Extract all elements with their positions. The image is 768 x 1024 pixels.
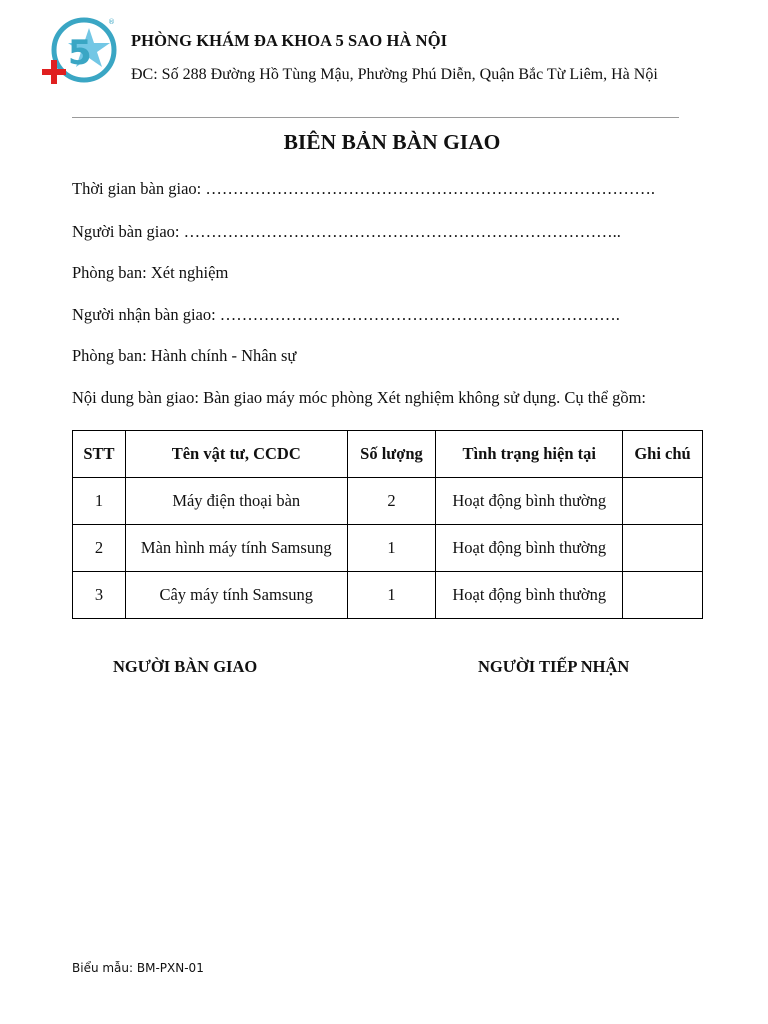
cell-item-name: Máy điện thoại bàn (125, 478, 347, 525)
svg-text:®: ® (108, 18, 115, 26)
field-receiver: Người nhận bàn giao: ………………………………………………………………. (72, 305, 620, 324)
table-row (73, 525, 703, 572)
cell-item-name: Cây máy tính Samsung (125, 572, 347, 619)
header-stt: STT (73, 431, 126, 478)
field-handover-person: Người bàn giao: …………………………………………………………………….. (72, 222, 621, 241)
cell-quantity: 2 (347, 478, 436, 525)
form-code: Biểu mẫu: BM-PXN-01 (72, 961, 204, 975)
clinic-address: ĐC: Số 288 Đường Hồ Tùng Mậu, Phường Phú Diễn, Quận Bắc Từ Liêm, Hà Nội (131, 66, 658, 83)
header-quantity: Số lượng (347, 431, 436, 478)
cell-notes (623, 572, 703, 619)
cell-status: Hoạt động bình thường (436, 572, 623, 619)
header-divider (72, 117, 679, 118)
cell-status: Hoạt động bình thường (436, 478, 623, 525)
field-department-from: Phòng ban: Xét nghiệm (72, 263, 229, 282)
field-department-to: Phòng ban: Hành chính - Nhân sự (72, 346, 297, 365)
cell-stt: 2 (73, 525, 126, 572)
cell-notes (623, 478, 703, 525)
cell-notes (623, 525, 703, 572)
header-status: Tình trạng hiện tại (436, 431, 623, 478)
field-content: Nội dung bàn giao: Bàn giao máy móc phòng Xét nghiệm không sử dụng. Cụ thể gồm: (72, 388, 647, 407)
signature-handover-label: NGƯỜI BÀN GIAO (113, 657, 258, 676)
logo-number: 5 (68, 33, 92, 73)
cell-stt: 1 (73, 478, 126, 525)
table-row (73, 478, 703, 525)
header-notes: Ghi chú (623, 431, 703, 478)
cell-quantity: 1 (347, 525, 436, 572)
signature-receiver-label: NGƯỜI TIẾP NHẬN (478, 657, 630, 676)
clinic-name: PHÒNG KHÁM ĐA KHOA 5 SAO HÀ NỘI (131, 31, 448, 50)
document-title: BIÊN BẢN BÀN GIAO (283, 130, 501, 154)
table-row (73, 572, 703, 619)
cell-quantity: 1 (347, 572, 436, 619)
cell-status: Hoạt động bình thường (436, 525, 623, 572)
clinic-logo (42, 16, 118, 86)
cell-item-name: Màn hình máy tính Samsung (125, 525, 347, 572)
handover-table (72, 430, 703, 619)
header-item-name: Tên vật tư, CCDC (125, 431, 347, 478)
field-handover-time: Thời gian bàn giao: ………………………………………………………………………. (72, 179, 655, 198)
cell-stt: 3 (73, 572, 126, 619)
table-header-row (73, 431, 703, 478)
